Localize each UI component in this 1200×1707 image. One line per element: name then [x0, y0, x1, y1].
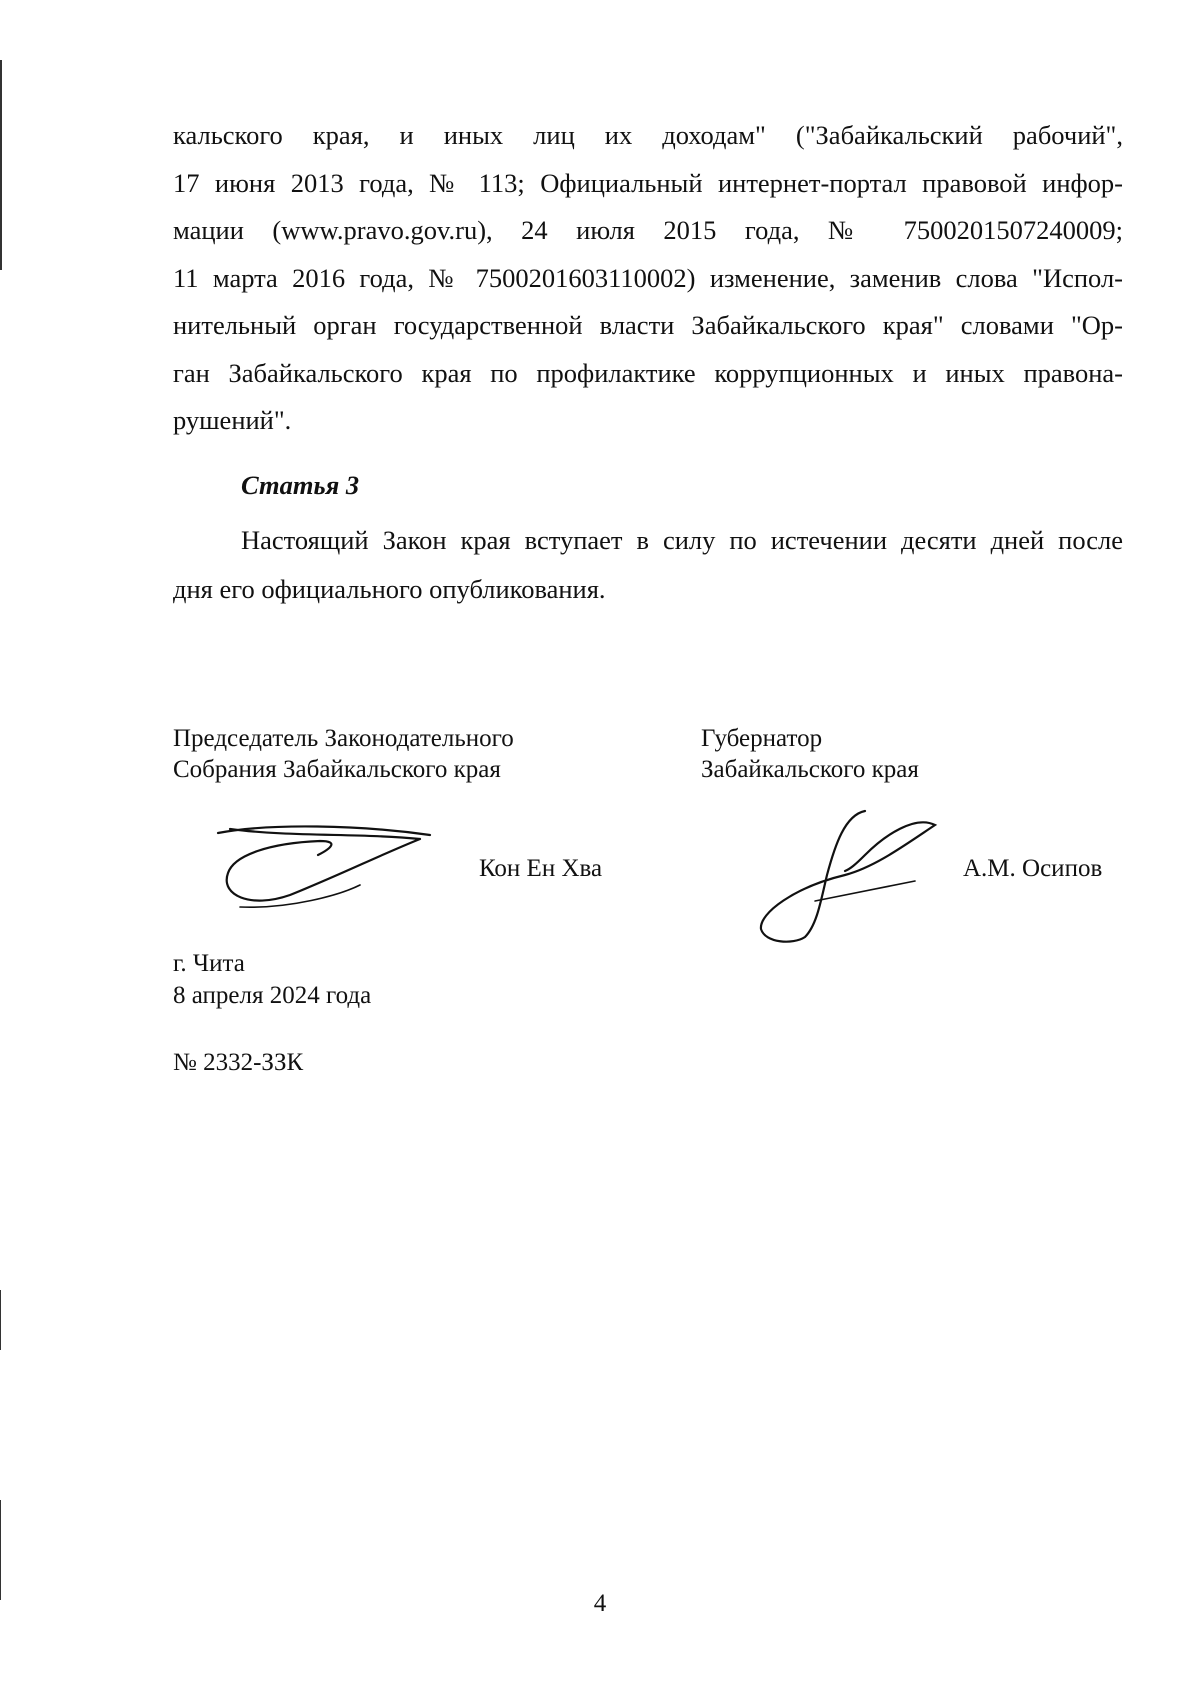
page-number: 4	[593, 1590, 607, 1617]
paragraph-line: нительный орган государственной власти Забайкальского края" словами "Ор-	[173, 310, 1123, 340]
document-number: № 2332-ЗЗК	[173, 1049, 304, 1076]
left-title-line: Председатель Законодательного	[173, 725, 514, 752]
scan-edge-mark	[0, 1500, 1, 1600]
paragraph-line: ган Забайкальского края по профилактике коррупционных и иных правона-	[173, 357, 1123, 388]
place: г. Чита	[173, 950, 245, 977]
right-title-line: Губернатор	[701, 725, 823, 752]
paragraph-line: 17 июня 2013 года, № 113; Официальный интернет-портал правовой инфор-	[173, 167, 1123, 198]
scan-edge-mark	[0, 60, 2, 270]
article-line: дня его официального опубликования.	[173, 574, 606, 604]
paragraph-line: кальского края, и иных лиц их доходам" ("Забайкальский рабочий",	[173, 120, 1123, 150]
paragraph-line: рушений".	[173, 405, 292, 435]
right-signatory-name: А.М. Осипов	[963, 855, 1103, 882]
left-title-line: Собрания Забайкальского края	[173, 756, 501, 783]
law-paragraph	[173, 112, 1123, 445]
date: 8 апреля 2024 года	[173, 982, 372, 1009]
paragraph-line: мации (www.pravo.gov.ru), 24 июля 2015 года, № 7500201507240009;	[173, 215, 1123, 245]
right-signatory-title	[701, 723, 919, 785]
right-title-line: Забайкальского края	[701, 756, 919, 783]
article-line: Настоящий Закон края вступает в силу по истечении десяти дней после	[241, 525, 1123, 555]
right-signature-image	[755, 805, 945, 945]
left-signatory-title	[173, 723, 514, 785]
article-body	[173, 516, 1123, 614]
place-and-date	[173, 948, 371, 1012]
left-signatory-name: Кон Ен Хва	[479, 855, 603, 882]
left-signature-image	[210, 815, 440, 915]
paragraph-line: 11 марта 2016 года, № 7500201603110002) изменение, заменив слова "Испол-	[173, 262, 1123, 293]
scan-edge-mark	[0, 1290, 1, 1350]
article-heading: Статья 3	[241, 470, 360, 500]
